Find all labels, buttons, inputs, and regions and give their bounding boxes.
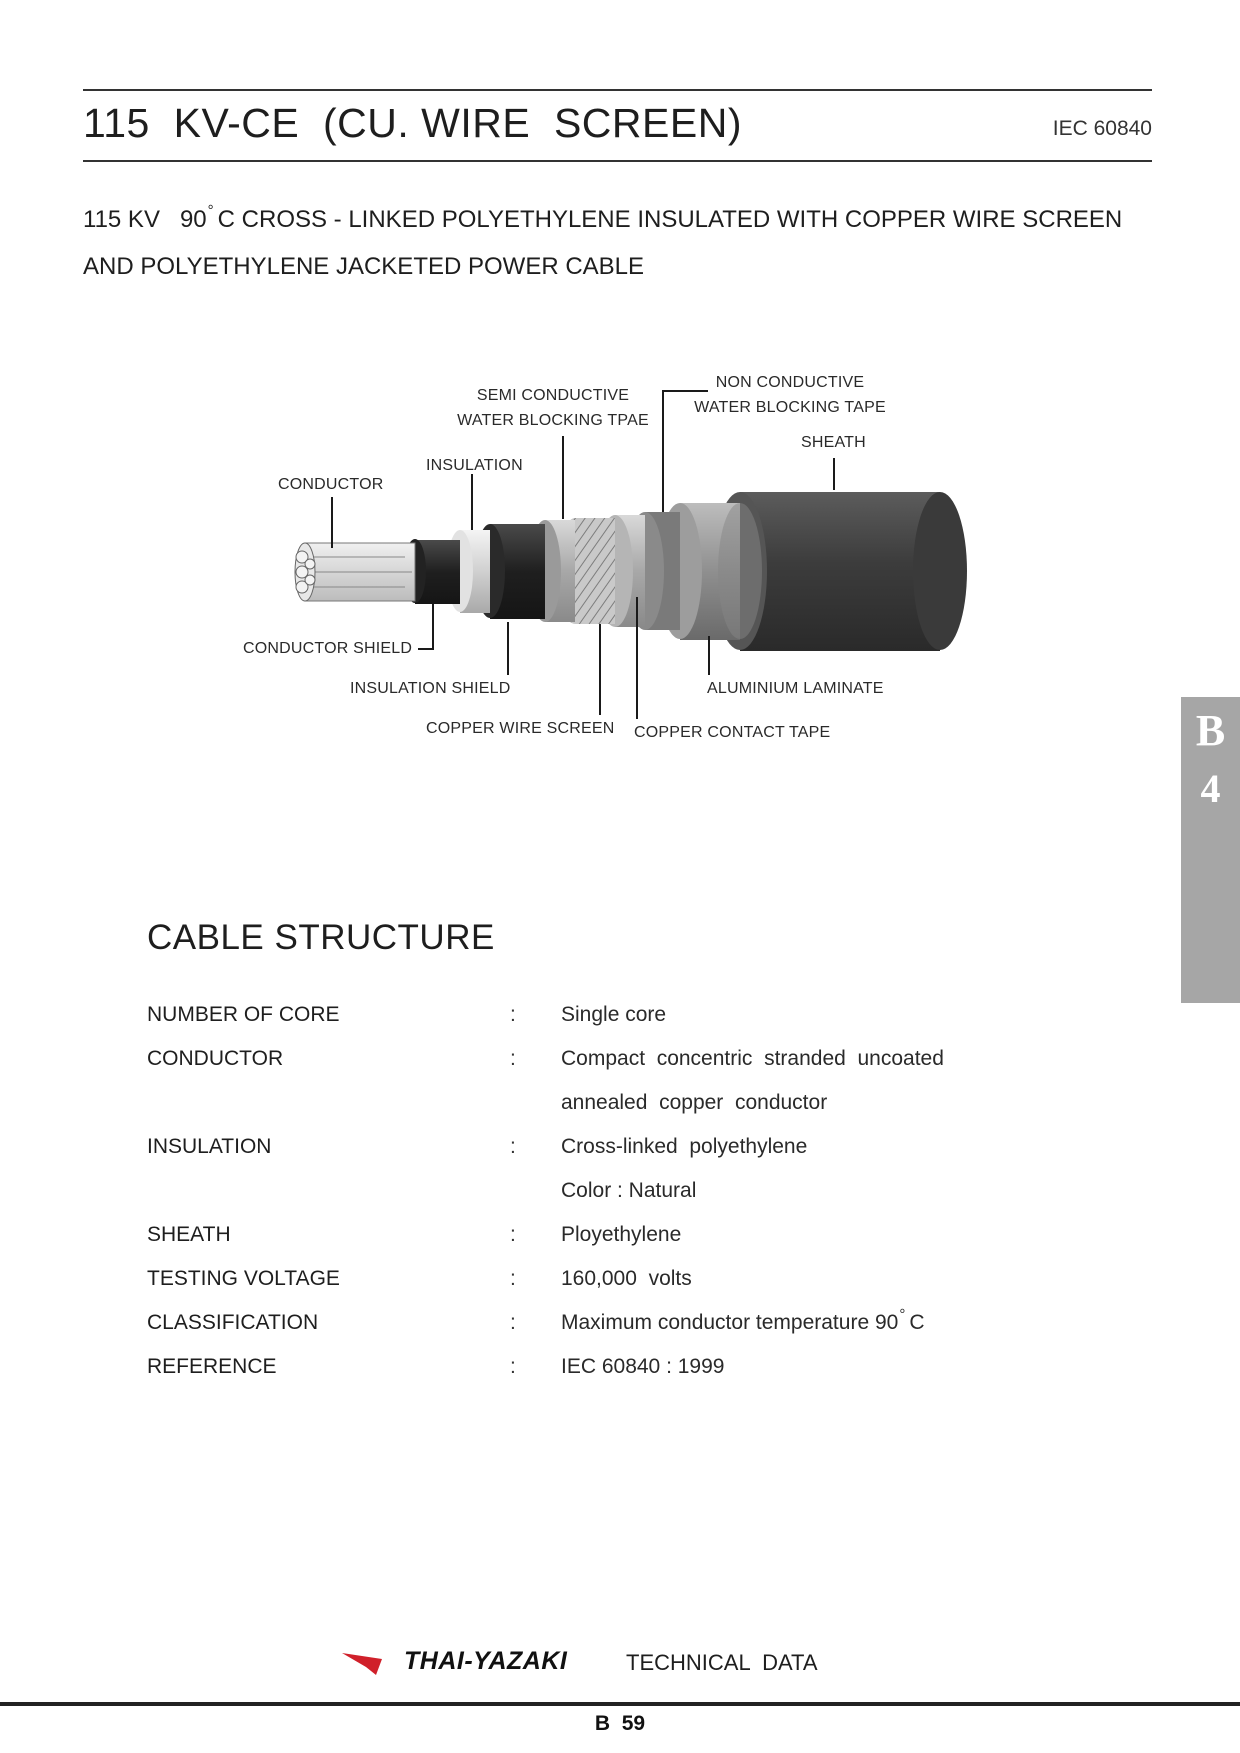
cable-description-line1: 115 KV 90° C CROSS - LINKED POLYETHYLENE INSULATED WITH COPPER WIRE SCREEN: [83, 202, 1123, 233]
brand-logo-icon: [342, 1653, 384, 1675]
footer-rule: [0, 1702, 1240, 1706]
side-tab-letter: B: [1195, 706, 1226, 755]
standard-reference: IEC 60840: [1052, 117, 1152, 140]
label-insulation: INSULATION: [426, 457, 523, 474]
label-copper-wire-screen: COPPER WIRE SCREEN: [426, 720, 615, 737]
cable-structure-title: CABLE STRUCTURE: [147, 918, 495, 957]
spec-row-insulation: INSULATION : Cross-linked polyethylene: [147, 1135, 808, 1158]
section-side-tab: [1181, 697, 1240, 1003]
label-conductor: CONDUCTOR: [278, 476, 384, 493]
degree-symbol: °: [207, 202, 214, 219]
label-conductor-shield: CONDUCTOR SHIELD: [243, 640, 413, 657]
label-aluminium-laminate: ALUMINIUM LAMINATE: [707, 680, 884, 697]
cable-description-line2: AND POLYETHYLENE JACKETED POWER CABLE: [83, 253, 645, 280]
label-non-conductive: NON CONDUCTIVE WATER BLOCKING TAPE: [694, 374, 886, 416]
conductor-strands: [295, 543, 415, 601]
label-semi-conductive: SEMI CONDUCTIVE WATER BLOCKING TPAE: [457, 387, 649, 429]
spec-row-reference: REFERENCE : IEC 60840 : 1999: [147, 1355, 725, 1378]
footer-brand-bar: [0, 1645, 1240, 1685]
label-insulation-shield: INSULATION SHIELD: [350, 680, 511, 697]
technical-data-label: TECHNICAL DATA: [626, 1650, 818, 1675]
spec-row-sheath: SHEATH : Ployethylene: [147, 1223, 682, 1246]
label-copper-contact-tape: COPPER CONTACT TAPE: [634, 724, 831, 741]
spec-row-insulation-color: Color : Natural: [561, 1179, 697, 1202]
spec-row-classification: CLASSIFICATION : Maximum conductor temperature 90° C: [147, 1306, 925, 1334]
spec-row-testing-voltage: TESTING VOLTAGE : 160,000 volts: [147, 1267, 692, 1290]
spec-row-conductor-cont: annealed copper conductor: [561, 1091, 828, 1114]
page-title: 115 KV-CE (CU. WIRE SCREEN): [83, 100, 742, 146]
brand-name: THAI-YAZAKI: [404, 1647, 568, 1675]
side-tab-number: 4: [1200, 766, 1221, 811]
spec-row-number-of-core: NUMBER OF CORE : Single core: [147, 1003, 667, 1026]
spec-row-conductor: CONDUCTOR : Compact concentric stranded uncoated: [147, 1047, 944, 1070]
label-sheath: SHEATH: [801, 434, 866, 451]
degree-symbol: °: [899, 1306, 906, 1323]
page-number: B 59: [594, 1712, 646, 1735]
